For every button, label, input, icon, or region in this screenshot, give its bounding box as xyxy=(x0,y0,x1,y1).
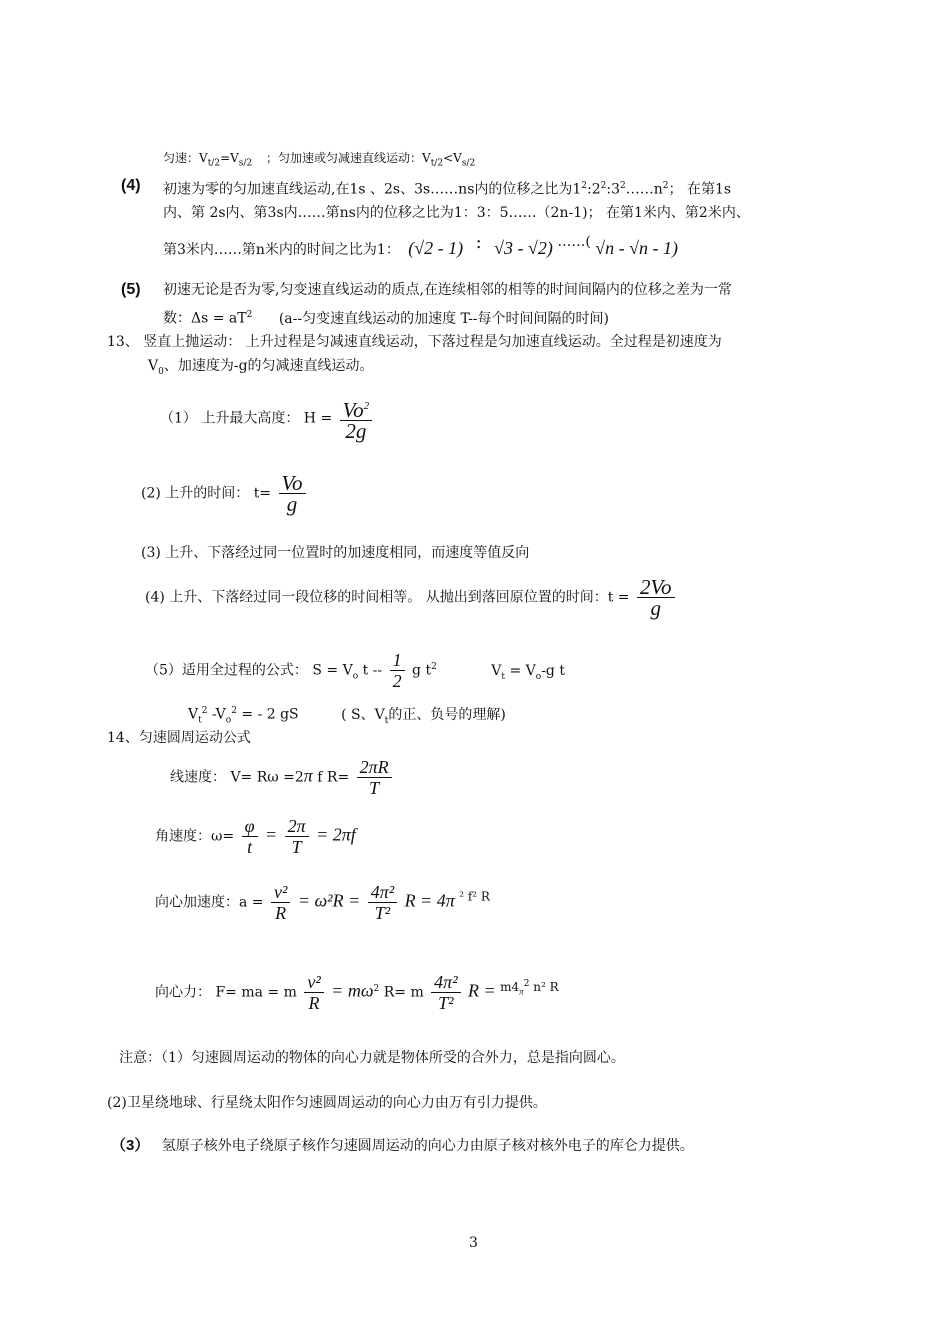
time-ratio-term3: √n - √n - 1) xyxy=(595,238,679,258)
item5-line2: 数：$\Delta s = aT^2$ (a--匀变速直线运动的加速度 T--每个时间间隔的时间) xyxy=(163,310,609,327)
rise-time-formula: (2) 上升的时间： t= $\frac{Vo}{g}$ xyxy=(141,473,309,514)
linear-velocity-formula: 线速度： V= Rω =2π f R= $\frac{2\pi R}{T}$ xyxy=(170,757,395,798)
centripetal-force-formula: 向心力： F= ma = m $\frac{\text{v²}}{R}$ = $m\omega^2$ R= m $\frac{\text{4π²}}{\text{T²}}$ $R = m4_\pi^2$ n² R xyxy=(155,972,559,1013)
note-3: （3） 氢原子核外电子绕原子核作匀速圆周运动的向心力由原子核对核外电子的库仑力提供。 xyxy=(111,1137,694,1154)
time-ratio-term2: √3 - √2) xyxy=(494,238,553,258)
centripetal-acceleration-formula: 向心加速度：a = $\frac{\text{v²}}{R}$ = ω²R = $\frac{\text{4π²}}{\text{T²}}$ R = 4π ² f² R xyxy=(155,882,490,923)
item5-line1: 初速无论是否为零,匀变速直线运动的质点,在连续相邻的相等的时间间隔内的位移之差为一常 xyxy=(163,282,732,298)
section13-heading: 13、 竖直上抛运动： 上升过程是匀减速直线运动，下落过程是匀加速直线运动。全过程是初速度为 xyxy=(107,334,722,350)
point3: (3) 上升、下落经过同一位置时的加速度相同，而速度等值反向 xyxy=(141,545,530,561)
item4-line1: 初速为零的匀加速直线运动,在1s 、2s、3s……ns内的位移之比为$1^2:2^2:3^2\dots\dots n^2$； 在第1s xyxy=(163,181,732,198)
note-2: (2)卫星绕地球、行星绕太阳作匀速圆周运动的向心力由万有引力提供。 xyxy=(107,1095,547,1111)
max-height-fraction: $\frac{Vo^2}{2g}$ xyxy=(340,396,373,441)
linear-velocity-fraction: $\frac{2\pi R}{T}$ xyxy=(357,757,392,798)
uniform-text-b: ；匀加速或匀减速直线运动：V xyxy=(266,151,431,165)
item4-line3: 第3米内……第n米内的时间之比为1： (√2 - 1) : √3 - √2) ……( √n - √n - 1) xyxy=(163,232,679,258)
total-time-fraction: $\frac{2Vo}{g}$ xyxy=(637,577,675,618)
total-time-formula: (4) 上升、下落经过同一段位移的时间相等。 从抛出到落回原位置的时间：t = $\frac{2Vo}{g}$ xyxy=(145,577,678,618)
max-height-formula: （1） 上升最大高度： H = $\frac{Vo^2}{2g}$ xyxy=(160,396,375,441)
uniform-text-a: 匀速： xyxy=(163,151,200,165)
rise-time-fraction: $\frac{Vo}{g}$ xyxy=(279,473,306,514)
item5-number: (5) xyxy=(121,281,141,298)
note-1: 注意：（1）匀速圆周运动的物体的向心力就是物体所受的合外力，总是指向圆心。 xyxy=(119,1050,625,1066)
item4-number: (4) xyxy=(121,177,141,194)
time-ratio-term1: (√2 - 1) xyxy=(408,238,464,258)
section14-heading: 14、匀速圆周运动公式 xyxy=(107,730,251,746)
half-fraction: $\frac{1}{2}$ xyxy=(390,650,405,691)
page-number: 3 xyxy=(469,1235,478,1251)
section13-line2: $V_0$、加速度为-g的匀减速直线运动。 xyxy=(148,358,374,377)
displacement-formula: （5）适用全过程的公式： $S = V_o$ t -- $\frac{1}{2}$ g $t^2$ $V_t = V_o-g$ t xyxy=(145,650,565,691)
item4-line2: 内、第 2s内、第3s内……第ns内的位移之比为1：3：5……（2n-1)； 在第1米内、第2米内、 xyxy=(163,205,750,221)
velocity-squared-formula: $V_t^2$ $-V_o^2$ = - 2 gS ( S、$V_t$的正、负号的理解) xyxy=(188,706,506,726)
uniform-line: 匀速：$V_{t/2}=V_{s/2}$ ；匀加速或匀减速直线运动：$V_{t/2}<V_{s/2}$ xyxy=(163,151,476,169)
angular-velocity-formula: 角速度：ω= $\frac{\varphi}{t}$ = $\frac{2\pi}{T}$ = 2πf xyxy=(155,816,356,857)
